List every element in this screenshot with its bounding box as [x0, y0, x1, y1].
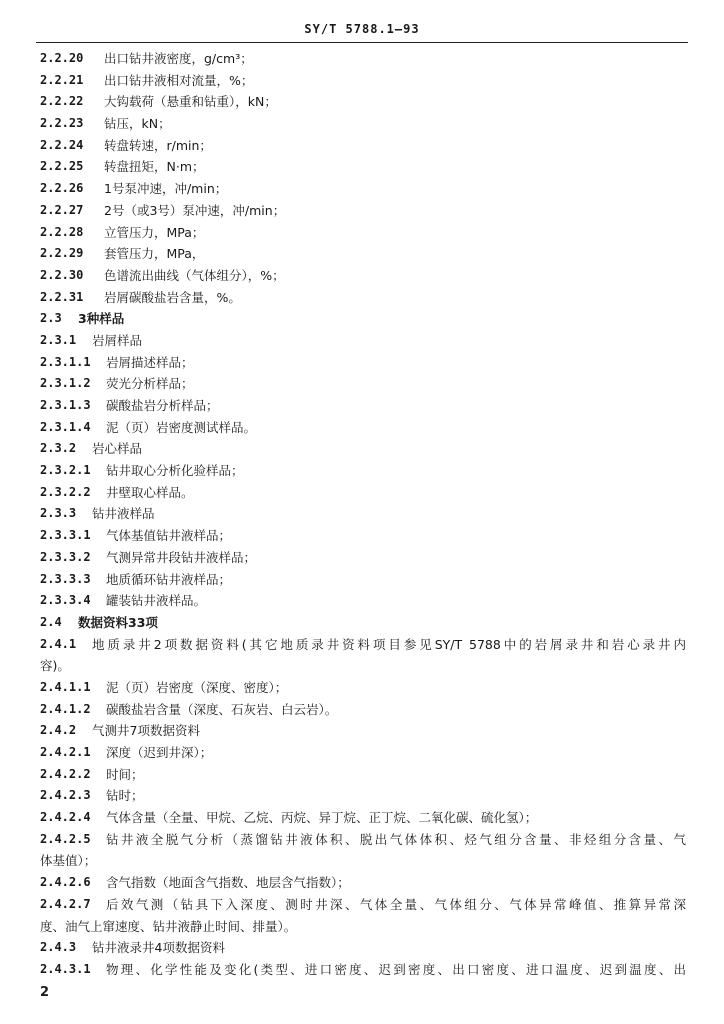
line-text: 时间； — [106, 766, 144, 782]
document-line — [0, 222, 724, 244]
document-line — [0, 156, 724, 178]
document-line — [0, 894, 724, 916]
page-number: 2 — [40, 985, 50, 1000]
clause-number: 2.2.29 — [40, 246, 84, 261]
clause-number: 2.4.2.3 — [40, 788, 91, 803]
clause-number: 2.3.3.2 — [40, 549, 91, 564]
line-text: 转盘扭矩，N·m； — [104, 159, 205, 175]
line-text: 地质循环钻井液样品； — [106, 571, 232, 587]
document-line — [0, 764, 724, 786]
clause-number: 2.4.1 — [40, 636, 77, 651]
clause-number: 2.3.3.4 — [40, 593, 91, 608]
document-line — [0, 699, 724, 721]
clause-number: 2.4.2.4 — [40, 810, 91, 825]
line-text: 大钩载荷（悬重和钻重），kN； — [104, 94, 277, 110]
clause-number: 2.4.3.1 — [40, 961, 91, 976]
line-text: 钻井液录井4项数据资料 — [92, 940, 225, 956]
clause-number: 2.4.2.5 — [40, 831, 91, 846]
line-text: 容)。 — [40, 658, 70, 674]
document-line — [0, 482, 724, 504]
clause-number: 2.4.2.6 — [40, 875, 91, 890]
line-text: 2号（或3号）泵冲速，冲/min； — [104, 202, 286, 218]
document-line — [0, 135, 724, 157]
header-rule — [36, 42, 688, 43]
line-text: 泥（页）岩密度测试样品。 — [106, 419, 257, 435]
line-text: 气体含量（全量、甲烷、乙烷、丙烷、异丁烷、正丁烷、二氧化碳、硫化氢）； — [106, 810, 538, 826]
clause-number: 2.4.2 — [40, 723, 77, 738]
line-text: 钻时； — [106, 788, 144, 804]
line-text: 色谱流出曲线（气体组分），%； — [104, 267, 285, 283]
line-text: 3种样品 — [78, 311, 125, 327]
document-line — [0, 525, 724, 547]
document-line — [0, 634, 724, 656]
document-line — [0, 352, 724, 374]
clause-number: 2.4.2.7 — [40, 896, 91, 911]
line-text: 岩屑描述样品； — [106, 354, 194, 370]
document-line — [0, 460, 724, 482]
document-line — [0, 547, 724, 569]
document-line — [0, 287, 724, 309]
clause-number: 2.2.20 — [40, 51, 84, 65]
clause-number: 2.2.24 — [40, 137, 84, 152]
line-text: 地质录井2项数据资料(其它地质录井资料项目参见SY/T 5788中的岩屑录井和岩心录井内 — [92, 636, 686, 652]
line-text: 井壁取心样品。 — [106, 484, 194, 500]
line-text: 岩心样品 — [92, 441, 143, 457]
clause-number: 2.2.27 — [40, 202, 84, 217]
clause-number: 2.3.1 — [40, 332, 77, 347]
line-text: 荧光分析样品； — [106, 376, 194, 392]
document-line — [0, 91, 724, 113]
document-line — [0, 70, 724, 92]
document-line — [0, 916, 724, 938]
line-text: 岩屑碳酸盐岩含量，%。 — [104, 289, 241, 305]
document-line — [0, 655, 724, 677]
line-text: 后效气测（钻具下入深度、测时井深、气体全量、气体组分、气体异常峰值、推算异常深 — [106, 896, 686, 912]
line-text: 泥（页）岩密度（深度、密度）； — [106, 679, 288, 695]
document-line — [0, 720, 724, 742]
clause-number: 2.3.1.2 — [40, 376, 91, 391]
document-line — [0, 612, 724, 634]
document-line — [0, 959, 724, 981]
document-line — [0, 850, 724, 872]
document-line — [0, 265, 724, 287]
clause-number: 2.2.31 — [40, 289, 84, 304]
line-text: 含气指数（地面含气指数、地层含气指数）； — [106, 875, 350, 891]
clause-number: 2.3.1.3 — [40, 398, 91, 412]
document-line — [0, 742, 724, 764]
line-text: 立管压力，MPa； — [104, 224, 205, 240]
document-body — [0, 48, 724, 981]
document-line — [0, 503, 724, 525]
document-line — [0, 308, 724, 330]
line-text: 钻井液样品 — [92, 506, 155, 522]
line-text: 体基值）； — [40, 853, 97, 869]
clause-number: 2.2.25 — [40, 159, 84, 174]
line-text: 1号泵冲速，冲/min； — [104, 181, 228, 197]
line-text: 岩屑样品 — [92, 332, 143, 348]
document-line — [0, 785, 724, 807]
clause-number: 2.3.3 — [40, 506, 77, 521]
clause-number: 2.4.1.1 — [40, 679, 91, 694]
line-text: 深度（迟到井深）； — [106, 745, 213, 760]
line-text: 钻井液全脱气分析（蒸馏钻井液体积、脱出气体体积、烃气组分含量、非烃组分含量、气 — [106, 831, 686, 847]
line-text: 度、油气上窜速度、钻井液静止时间、排量）。 — [40, 918, 297, 934]
line-text: 数据资料33项 — [78, 614, 158, 630]
line-text: 钻压，kN； — [104, 116, 171, 132]
clause-number: 2.3.2 — [40, 441, 77, 456]
document-line — [0, 677, 724, 699]
page-header: SY/T 5788.1—93 — [304, 22, 420, 36]
line-text: 套管压力，MPa， — [104, 246, 205, 262]
clause-number: 2.3.3.3 — [40, 571, 91, 586]
clause-number: 2.3.1.1 — [40, 354, 91, 369]
line-text: 出口钻井液密度，g/cm³； — [104, 51, 253, 66]
document-line — [0, 417, 724, 439]
line-text: 转盘转速，r/min； — [104, 137, 212, 153]
document-line — [0, 807, 724, 829]
clause-number: 2.2.22 — [40, 94, 84, 109]
clause-number: 2.3.2.1 — [40, 463, 91, 478]
document-line — [0, 438, 724, 460]
clause-number: 2.4.2.2 — [40, 766, 91, 781]
line-text: 物理、化学性能及变化(类型、进口密度、迟到密度、出口密度、进口温度、迟到温度、出 — [106, 961, 686, 977]
document-line — [0, 829, 724, 851]
document-line — [0, 243, 724, 265]
document-line — [0, 937, 724, 959]
clause-number: 2.3.1.4 — [40, 419, 91, 434]
clause-number: 2.4.2.1 — [40, 745, 91, 759]
clause-number: 2.2.23 — [40, 116, 84, 131]
clause-number: 2.2.21 — [40, 72, 84, 87]
document-line — [0, 590, 724, 612]
document-line — [0, 395, 724, 417]
document-line — [0, 200, 724, 222]
line-text: 罐装钻井液样品。 — [106, 593, 207, 609]
line-text: 钻井取心分析化验样品； — [106, 463, 244, 479]
line-text: 气测异常井段钻井液样品； — [106, 549, 257, 565]
document-line — [0, 373, 724, 395]
line-text: 气体基值钻井液样品； — [106, 528, 232, 544]
clause-number: 2.3.2.2 — [40, 484, 91, 499]
clause-number: 2.4.3 — [40, 940, 77, 955]
clause-number: 2.2.26 — [40, 181, 84, 196]
document-line — [0, 569, 724, 591]
document-line — [0, 330, 724, 352]
document-line — [0, 48, 724, 70]
clause-number: 2.4 — [40, 614, 62, 629]
line-text: 气测井7项数据资料 — [92, 723, 200, 739]
document-line — [0, 872, 724, 894]
line-text: 出口钻井液相对流量，%； — [104, 72, 254, 88]
clause-number: 2.3.3.1 — [40, 528, 91, 543]
clause-number: 2.3 — [40, 311, 62, 326]
clause-number: 2.2.30 — [40, 267, 84, 282]
document-line — [0, 113, 724, 135]
line-text: 碳酸盐岩含量（深度、石灰岩、白云岩）。 — [106, 701, 338, 717]
clause-number: 2.4.1.2 — [40, 701, 91, 716]
clause-number: 2.2.28 — [40, 224, 84, 239]
document-line — [0, 178, 724, 200]
line-text: 碳酸盐岩分析样品； — [106, 398, 219, 413]
